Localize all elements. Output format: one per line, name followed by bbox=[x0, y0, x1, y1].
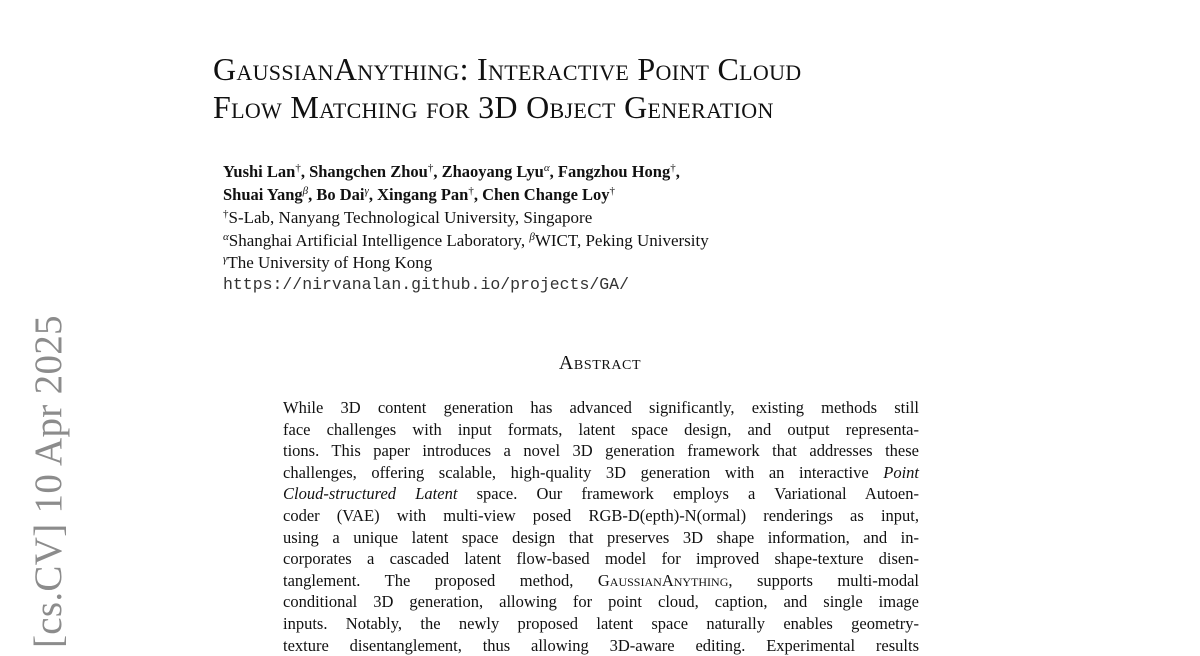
author-name: Yushi Lan bbox=[223, 162, 296, 181]
affiliation-text: S-Lab, Nanyang Technological University, Singapore bbox=[228, 208, 593, 227]
abstract-line: corporates a cascaded latent flow-based model for improved shape-texture disen- bbox=[283, 549, 919, 569]
affiliation-mark: β bbox=[302, 185, 309, 197]
abstract-line: texture disentanglement, thus allowing 3D-aware editing. Experimental results bbox=[283, 635, 919, 655]
paper-title-line-1: GaussianAnything: Interactive Point Cloud bbox=[213, 51, 802, 87]
author-separator: , bbox=[368, 185, 378, 204]
affiliation-mark: † bbox=[609, 185, 616, 197]
affiliation-mark: † bbox=[295, 162, 301, 174]
project-page-link[interactable]: https://nirvanalan.github.io/projects/GA/ bbox=[223, 275, 629, 294]
author-name: Chen Change Loy bbox=[482, 185, 610, 204]
affiliation-mark: α bbox=[543, 162, 550, 174]
abstract-line: While 3D content generation has advanced significantly, existing methods still bbox=[283, 398, 919, 417]
author-name: Bo Dai bbox=[316, 185, 365, 204]
author-name: Shuai Yang bbox=[223, 185, 303, 204]
emphasis-text: Cloud-structured Latent bbox=[283, 484, 458, 504]
abstract-line bbox=[283, 570, 919, 592]
affiliation-shanghai-ai-lab bbox=[223, 230, 1023, 252]
affiliation-mark: † bbox=[670, 162, 676, 174]
abstract-line-text: , supports multi-modal bbox=[728, 570, 919, 590]
paper-title-line-2: Flow Matching for 3D Object Generation bbox=[213, 89, 774, 125]
abstract-line-text: tanglement. The proposed method, bbox=[283, 570, 574, 590]
affiliation-mark: † bbox=[468, 185, 474, 197]
affiliation-hku bbox=[223, 252, 1023, 274]
affiliation-s-lab bbox=[223, 207, 1023, 229]
abstract-line bbox=[283, 462, 919, 484]
author-separator: , bbox=[473, 185, 483, 204]
author-line-2 bbox=[223, 183, 1023, 206]
affiliation-text: The University of Hong Kong bbox=[227, 253, 433, 272]
abstract-line bbox=[283, 483, 919, 505]
author-name: Fangzhou Hong bbox=[557, 162, 671, 181]
author-separator: , bbox=[433, 162, 442, 181]
abstract-line: coder (VAE) with multi-view posed RGB-D(epth)-N(ormal) renderings as input, bbox=[283, 505, 919, 525]
affiliation-mark: † bbox=[223, 208, 229, 220]
author-list bbox=[223, 160, 1023, 206]
author-separator: , bbox=[675, 162, 680, 181]
affiliation-mark: β bbox=[529, 231, 535, 243]
abstract-heading: Abstract bbox=[558, 352, 642, 374]
abstract-line: tions. This paper introduces a novel 3D generation framework that addresses these bbox=[283, 441, 919, 461]
abstract-line: inputs. Notably, the newly proposed latent space naturally enables geometry- bbox=[283, 613, 919, 633]
arxiv-identifier-stamp: [cs.CV] 10 Apr 2025 bbox=[27, 315, 70, 648]
affiliation-mark: † bbox=[427, 162, 434, 174]
abstract-line-text: challenges, offering scalable, high-quality 3D generation with an interactive bbox=[283, 462, 869, 482]
author-separator: , bbox=[308, 185, 317, 204]
author-line-1 bbox=[223, 160, 1023, 183]
abstract-line: using a unique latent space design that preserves 3D shape information, and in- bbox=[283, 527, 919, 547]
abstract-body bbox=[283, 397, 919, 656]
affiliation-mark: α bbox=[223, 231, 229, 243]
author-name: Zhaoyang Lyu bbox=[441, 162, 544, 181]
abstract-line-text: space. Our framework employs a Variational Autoen- bbox=[457, 484, 919, 504]
method-name: GaussianAnything bbox=[597, 570, 729, 590]
abstract-line: face challenges with input formats, latent space design, and output representa- bbox=[283, 419, 919, 439]
author-name: Xingang Pan bbox=[377, 185, 469, 204]
author-name: Shangchen Zhou bbox=[309, 162, 428, 181]
author-separator: , bbox=[549, 162, 558, 181]
abstract-line: conditional 3D generation, allowing for point cloud, caption, and single image bbox=[283, 592, 919, 612]
author-separator: , bbox=[300, 162, 310, 181]
emphasis-text: Point bbox=[883, 462, 919, 482]
affiliation-mark: γ bbox=[223, 253, 228, 265]
affiliation-text: WICT, Peking University bbox=[534, 231, 709, 250]
affiliation-text: Shanghai Artificial Intelligence Laboratory, bbox=[228, 231, 530, 250]
paper-title bbox=[213, 50, 1113, 126]
affiliation-mark: γ bbox=[364, 185, 369, 197]
